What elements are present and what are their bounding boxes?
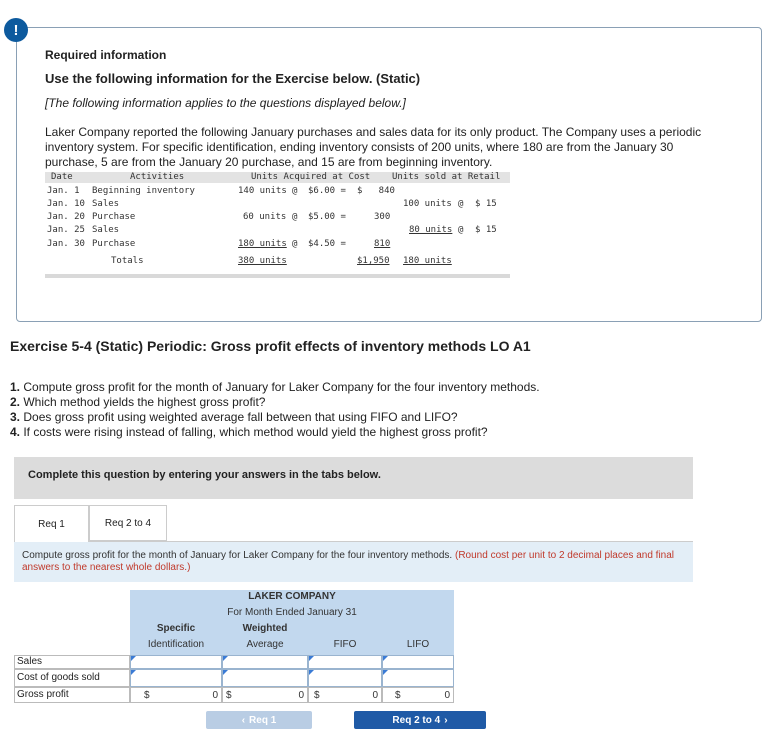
cogs-fifo-input[interactable] bbox=[308, 669, 382, 687]
cogs-fifo-field[interactable] bbox=[309, 670, 381, 686]
question-item bbox=[10, 395, 540, 410]
row-acq-total: $ 840 bbox=[357, 186, 395, 196]
tab-req-2-to-4[interactable] bbox=[89, 505, 167, 541]
question-number: 3. bbox=[10, 410, 21, 424]
cogs-specific-field[interactable] bbox=[131, 670, 221, 686]
next-req-label: Req 2 to 4 bbox=[392, 714, 441, 726]
row-sold-units: 80 units bbox=[409, 225, 453, 235]
row-date: Jan. 10 bbox=[47, 199, 85, 209]
row-activity: Purchase bbox=[92, 239, 136, 249]
problem-paragraph: Laker Company reported the following January purchases and sales data for its only product. The Company uses a periodic inventory system. For specific identification, ending inventory consists of 200 units, where 180 are from the January 30 purchase, 5 are from the January 20 purchase, and 15 are from beginning inventory. bbox=[45, 125, 702, 169]
sales-fifo-input[interactable] bbox=[308, 655, 382, 669]
totals-acq-units: 380 units bbox=[238, 256, 287, 266]
col-weighted-2: Average bbox=[246, 639, 284, 650]
instruction-note: (Round cost per unit to 2 decimal places and final answers to the nearest whole dollars.) bbox=[22, 550, 675, 573]
laker-gross-profit-table bbox=[14, 590, 454, 703]
period-header: For Month Ended January 31 bbox=[130, 604, 454, 622]
question-text: If costs were rising instead of falling, which method would yield the highest gross profit? bbox=[20, 425, 488, 439]
row-sold-price: $ 15 bbox=[475, 199, 497, 209]
totals-acq-total: $1,950 bbox=[357, 256, 390, 266]
row-sold-price: $ 15 bbox=[475, 225, 497, 235]
header-date: Date bbox=[51, 172, 73, 182]
row-acq-units: 140 units bbox=[238, 186, 287, 196]
sales-weighted-input[interactable] bbox=[222, 655, 308, 669]
question-number: 4. bbox=[10, 425, 21, 439]
row-sold-at: @ bbox=[458, 199, 464, 209]
gross-fifo-cell bbox=[308, 687, 382, 703]
question-text: Compute gross profit for the month of January for Laker Company for the four inventory methods. bbox=[20, 380, 540, 394]
row-date: Jan. 30 bbox=[47, 239, 85, 249]
row-activity: Sales bbox=[92, 225, 120, 235]
row-acq-cost: $6.00 = bbox=[308, 186, 346, 196]
instruction-box bbox=[14, 542, 693, 582]
row-activity: Purchase bbox=[92, 212, 136, 222]
currency-symbol: $ bbox=[395, 690, 401, 701]
cogs-weighted-field[interactable] bbox=[223, 670, 307, 686]
gross-specific-value: 0 bbox=[212, 690, 218, 701]
next-req-button[interactable] bbox=[354, 711, 486, 729]
sales-lifo-field[interactable] bbox=[383, 656, 453, 668]
row-acq-cost: $5.00 = bbox=[308, 212, 346, 222]
row-at: @ bbox=[292, 186, 298, 196]
col-specific-2: Identification bbox=[147, 639, 205, 650]
cogs-specific-input[interactable] bbox=[130, 669, 222, 687]
tab-label: Req 1 bbox=[38, 518, 65, 530]
row-acq-cost: $4.50 = bbox=[308, 239, 346, 249]
sales-fifo-field[interactable] bbox=[309, 656, 381, 668]
required-information-panel bbox=[16, 27, 762, 322]
instruction-text: Compute gross profit for the month of January for Laker Company for the four inventory methods. bbox=[22, 550, 453, 561]
gross-weighted-value: 0 bbox=[298, 690, 304, 701]
col-lifo: LIFO bbox=[406, 639, 430, 650]
col-fifo: FIFO bbox=[333, 639, 357, 650]
row-activity: Beginning inventory bbox=[92, 186, 195, 196]
gross-weighted-cell bbox=[222, 687, 308, 703]
cogs-weighted-input[interactable] bbox=[222, 669, 308, 687]
sales-specific-input[interactable] bbox=[130, 655, 222, 669]
prev-req-label: Req 1 bbox=[249, 714, 277, 726]
currency-symbol: $ bbox=[226, 690, 232, 701]
header-activities: Activities bbox=[130, 172, 185, 182]
col-specific-1: Specific bbox=[156, 623, 196, 634]
question-text: Does gross profit using weighted average fall between that using FIFO and LIFO? bbox=[20, 410, 458, 424]
question-item bbox=[10, 380, 540, 395]
header-acquired: Units Acquired at Cost bbox=[251, 172, 371, 182]
row-date: Jan. 20 bbox=[47, 212, 85, 222]
chevron-right-icon: › bbox=[444, 714, 448, 726]
question-number: 2. bbox=[10, 395, 21, 409]
row-sold-at: @ bbox=[458, 225, 464, 235]
row-label-cogs: Cost of goods sold bbox=[17, 672, 100, 683]
company-name: LAKER COMPANY bbox=[130, 590, 454, 604]
question-text: Which method yields the highest gross profit? bbox=[20, 395, 266, 409]
cogs-lifo-input[interactable] bbox=[382, 669, 454, 687]
row-sold-units: 100 units bbox=[403, 199, 452, 209]
row-at: @ bbox=[292, 239, 298, 249]
gross-fifo-value: 0 bbox=[372, 690, 378, 701]
inventory-table bbox=[45, 172, 510, 278]
use-following-line: Use the following information for the Exercise below. (Static) bbox=[45, 71, 421, 86]
row-activity: Sales bbox=[92, 199, 120, 209]
gross-lifo-cell bbox=[382, 687, 454, 703]
complete-question-bar bbox=[14, 457, 693, 499]
totals-sold-units: 180 units bbox=[403, 256, 452, 266]
row-at: @ bbox=[292, 212, 298, 222]
row-acq-total: 300 bbox=[374, 212, 391, 222]
totals-label: Totals bbox=[111, 256, 144, 266]
sales-specific-field[interactable] bbox=[131, 656, 221, 668]
alert-icon: ! bbox=[4, 18, 28, 42]
inventory-bottom-bar bbox=[45, 274, 510, 278]
row-acq-units: 180 units bbox=[238, 239, 287, 249]
gross-specific-cell bbox=[130, 687, 222, 703]
row-date: Jan. 25 bbox=[47, 225, 85, 235]
prev-req-button[interactable] bbox=[206, 711, 312, 729]
question-number: 1. bbox=[10, 380, 21, 394]
question-item bbox=[10, 425, 540, 440]
required-info-title: Required information bbox=[45, 48, 167, 62]
questions-list bbox=[10, 380, 540, 440]
gross-lifo-value: 0 bbox=[444, 690, 450, 701]
header-sold: Units sold at Retail bbox=[392, 172, 501, 182]
tab-label: Req 2 to 4 bbox=[104, 517, 152, 529]
cogs-lifo-field[interactable] bbox=[383, 670, 453, 686]
complete-question-text: Complete this question by entering your answers in the tabs below. bbox=[28, 469, 381, 481]
row-date: Jan. 1 bbox=[47, 186, 80, 196]
currency-symbol: $ bbox=[314, 690, 320, 701]
italic-note: [The following information applies to the questions displayed below.] bbox=[45, 96, 406, 110]
tab-req-1[interactable] bbox=[14, 505, 89, 542]
row-label-sales: Sales bbox=[17, 656, 43, 667]
question-item bbox=[10, 410, 540, 425]
row-acq-units: 60 units bbox=[243, 212, 287, 222]
row-label-gross: Gross profit bbox=[17, 689, 69, 700]
currency-symbol: $ bbox=[144, 690, 150, 701]
sales-weighted-field[interactable] bbox=[223, 656, 307, 668]
exercise-title: Exercise 5-4 (Static) Periodic: Gross profit effects of inventory methods LO A1 bbox=[10, 338, 531, 354]
row-acq-total: 810 bbox=[374, 239, 391, 249]
col-weighted-1: Weighted bbox=[242, 623, 288, 634]
chevron-left-icon: ‹ bbox=[241, 714, 246, 726]
sales-lifo-input[interactable] bbox=[382, 655, 454, 669]
